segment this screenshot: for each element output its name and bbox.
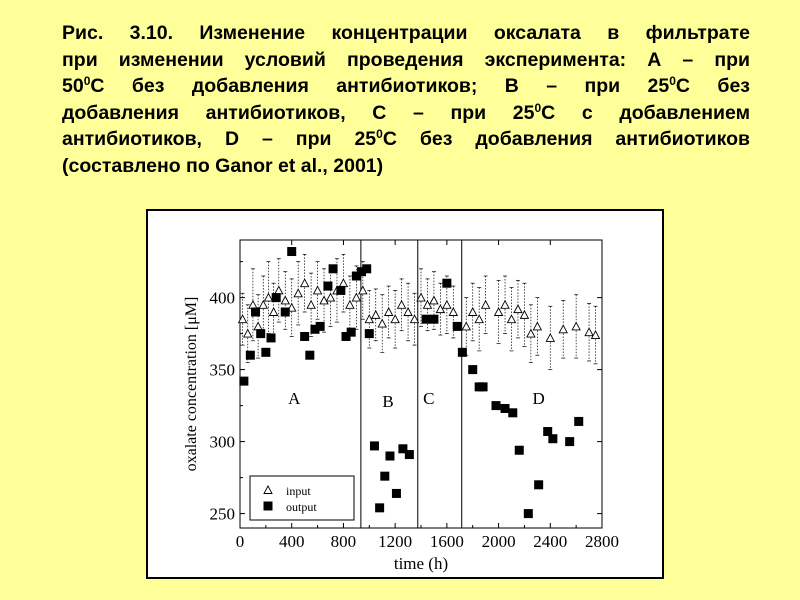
- output-point: [429, 315, 438, 324]
- input-point: [475, 288, 483, 351]
- caption-superscript: 0: [376, 127, 383, 141]
- output-marker: [323, 282, 332, 291]
- input-marker: [404, 308, 412, 316]
- input-marker: [314, 286, 322, 294]
- output-point: [392, 489, 401, 498]
- y-axis-label: oxalate concentration [μM]: [183, 296, 200, 472]
- input-marker: [482, 301, 490, 309]
- input-marker: [398, 301, 406, 309]
- input-marker: [430, 296, 438, 304]
- region-label: C: [423, 389, 435, 409]
- output-point: [272, 293, 281, 302]
- input-point: [501, 276, 509, 334]
- output-marker: [468, 365, 477, 374]
- output-point: [267, 333, 276, 342]
- x-tick-label: 0: [235, 532, 245, 551]
- output-point: [336, 286, 345, 295]
- input-point: [346, 276, 354, 334]
- y-tick-label: 400: [209, 288, 235, 308]
- caption-text: 50: [62, 75, 84, 97]
- caption-superscript: 0: [534, 100, 542, 115]
- input-marker: [546, 334, 554, 342]
- output-point: [380, 472, 389, 481]
- input-point: [508, 288, 516, 351]
- output-marker: [458, 348, 467, 357]
- output-point: [534, 480, 543, 489]
- x-axis-label: time (h): [393, 554, 449, 573]
- output-point: [458, 348, 467, 357]
- y-tick-label: 300: [209, 432, 235, 452]
- output-point: [574, 417, 583, 426]
- output-marker: [316, 322, 325, 331]
- input-point: [301, 254, 309, 312]
- output-marker: [246, 351, 255, 360]
- input-marker: [527, 330, 535, 338]
- caption-line: [62, 153, 750, 180]
- input-marker: [559, 325, 567, 333]
- output-point: [468, 365, 477, 374]
- legend: [250, 476, 354, 520]
- output-marker: [261, 348, 270, 357]
- input-point: [514, 280, 522, 338]
- output-marker: [362, 264, 371, 273]
- input-marker: [259, 301, 267, 309]
- input-marker: [585, 328, 593, 336]
- input-marker: [352, 294, 360, 302]
- input-marker: [385, 308, 393, 316]
- input-marker: [275, 286, 283, 294]
- caption-line: [62, 73, 750, 100]
- output-point: [305, 351, 314, 360]
- output-marker: [251, 308, 260, 317]
- output-point: [515, 446, 524, 455]
- input-marker: [270, 308, 278, 316]
- input-point: [527, 305, 535, 363]
- output-point: [385, 452, 394, 461]
- input-point: [585, 303, 593, 361]
- x-tick-label: 1600: [429, 532, 464, 551]
- output-point: [405, 450, 414, 459]
- output-marker: [385, 452, 394, 461]
- output-marker: [515, 446, 524, 455]
- region-label: D: [532, 389, 545, 409]
- output-point: [508, 408, 517, 417]
- input-point: [495, 280, 503, 343]
- x-tick-label: 1200: [378, 532, 413, 551]
- output-marker: [548, 434, 557, 443]
- output-point: [442, 279, 451, 288]
- output-point: [316, 322, 325, 331]
- output-point: [365, 329, 374, 338]
- input-marker: [501, 301, 509, 309]
- output-point: [370, 441, 379, 450]
- input-marker: [346, 301, 354, 309]
- input-point: [469, 283, 477, 341]
- output-marker: [508, 408, 517, 417]
- output-marker: [287, 247, 296, 256]
- caption-text: при изменении условий проведения эксперимента: А – при: [62, 48, 750, 71]
- x-tick-label: 2400: [533, 532, 568, 551]
- input-marker: [327, 294, 335, 302]
- input-point: [327, 269, 335, 327]
- input-point: [314, 262, 322, 320]
- input-point: [294, 262, 302, 325]
- output-marker: [405, 450, 414, 459]
- input-point: [436, 283, 444, 335]
- output-marker: [534, 480, 543, 489]
- caption-text: С без добавления антибиотиков; В – при 25: [90, 75, 670, 97]
- input-marker: [378, 320, 386, 328]
- output-point: [239, 377, 248, 386]
- input-marker: [475, 315, 483, 323]
- output-marker: [336, 286, 345, 295]
- output-point: [565, 437, 574, 446]
- caption-superscript: 0: [83, 74, 91, 88]
- legend-label-output: output: [286, 500, 317, 514]
- output-marker: [256, 329, 265, 338]
- input-point: [572, 295, 580, 358]
- input-marker: [365, 315, 373, 323]
- input-point: [462, 298, 470, 356]
- input-marker: [281, 296, 289, 304]
- input-marker: [495, 308, 503, 316]
- input-marker: [391, 315, 399, 323]
- input-marker: [469, 308, 477, 316]
- output-marker: [305, 351, 314, 360]
- input-point: [385, 286, 393, 338]
- input-marker: [443, 301, 451, 309]
- input-marker: [372, 311, 380, 319]
- y-tick-label: 350: [209, 360, 235, 380]
- output-point: [479, 382, 488, 391]
- output-marker: [329, 264, 338, 273]
- x-tick-label: 800: [330, 532, 357, 551]
- output-point: [501, 404, 510, 413]
- output-point: [375, 503, 384, 512]
- input-marker: [533, 322, 541, 330]
- output-marker: [442, 279, 451, 288]
- input-point: [365, 290, 373, 348]
- input-point: [559, 300, 567, 358]
- input-marker: [244, 330, 252, 338]
- legend-output-marker: [264, 502, 273, 511]
- output-marker: [524, 509, 533, 518]
- y-tick-label: 250: [209, 504, 235, 524]
- output-marker: [565, 437, 574, 446]
- caption-line: [62, 100, 750, 127]
- output-marker: [370, 441, 379, 450]
- caption-text: антибиотиков, D – при 25: [62, 128, 377, 150]
- input-point: [254, 295, 262, 358]
- input-point: [378, 295, 386, 353]
- input-point: [339, 254, 347, 312]
- output-marker: [422, 315, 431, 324]
- output-marker: [281, 308, 290, 317]
- chart-frame: [146, 209, 664, 579]
- output-point: [251, 308, 260, 317]
- output-point: [329, 264, 338, 273]
- input-point: [259, 276, 267, 334]
- caption-text: С без добавления антибиотиков: [382, 128, 750, 150]
- caption-text: добавления антибиотиков, С – при 25: [62, 101, 535, 124]
- input-point: [264, 262, 272, 334]
- output-marker: [453, 322, 462, 331]
- output-marker: [267, 333, 276, 342]
- output-marker: [300, 332, 309, 341]
- output-marker: [347, 328, 356, 337]
- caption-text: Рис. 3.10. Изменение концентрации оксалата в фильтрате: [62, 22, 750, 44]
- output-point: [491, 401, 500, 410]
- input-point: [482, 276, 490, 334]
- caption-text: С с добавлением: [541, 101, 750, 124]
- output-point: [422, 315, 431, 324]
- caption-line: [62, 126, 750, 153]
- caption-text: (составлено по Ganor et al., 2001): [62, 154, 384, 177]
- input-point: [281, 272, 289, 330]
- input-point: [404, 283, 412, 341]
- output-marker: [491, 401, 500, 410]
- output-point: [246, 351, 255, 360]
- oxalate-chart: [148, 211, 662, 577]
- output-point: [300, 332, 309, 341]
- output-marker: [501, 404, 510, 413]
- output-point: [548, 434, 557, 443]
- output-point: [524, 509, 533, 518]
- region-label: B: [382, 392, 394, 412]
- x-tick-label: 2800: [585, 532, 619, 551]
- input-point: [391, 290, 399, 348]
- input-marker: [514, 305, 522, 313]
- output-marker: [365, 329, 374, 338]
- x-tick-label: 2000: [481, 532, 516, 551]
- output-point: [256, 329, 265, 338]
- output-point: [362, 264, 371, 273]
- output-point: [281, 308, 290, 317]
- input-marker: [359, 286, 367, 294]
- input-marker: [294, 289, 302, 297]
- input-marker: [462, 322, 470, 330]
- output-marker: [239, 377, 248, 386]
- output-marker: [574, 417, 583, 426]
- input-marker: [249, 301, 257, 309]
- input-marker: [449, 308, 457, 316]
- input-marker: [254, 322, 262, 330]
- output-marker: [392, 489, 401, 498]
- output-point: [287, 247, 296, 256]
- caption-line: [62, 20, 750, 47]
- output-marker: [375, 503, 384, 512]
- output-point: [453, 322, 462, 331]
- input-point: [546, 306, 554, 369]
- caption-superscript: 0: [669, 74, 676, 88]
- output-marker: [380, 472, 389, 481]
- region-label: A: [288, 389, 301, 409]
- caption-line: [62, 47, 750, 74]
- input-marker: [572, 322, 580, 330]
- output-point: [261, 348, 270, 357]
- x-tick-label: 400: [278, 532, 305, 551]
- input-marker: [307, 301, 315, 309]
- input-marker: [423, 301, 431, 309]
- output-marker: [479, 382, 488, 391]
- input-marker: [339, 279, 347, 287]
- input-marker: [264, 294, 272, 302]
- output-point: [347, 328, 356, 337]
- input-marker: [436, 305, 444, 313]
- input-point: [533, 298, 541, 356]
- caption-text: С без: [675, 75, 750, 97]
- output-marker: [272, 293, 281, 302]
- input-marker: [508, 315, 516, 323]
- legend-label-input: input: [286, 484, 311, 498]
- input-marker: [301, 279, 309, 287]
- output-point: [323, 282, 332, 291]
- figure-caption: [62, 20, 750, 179]
- output-marker: [429, 315, 438, 324]
